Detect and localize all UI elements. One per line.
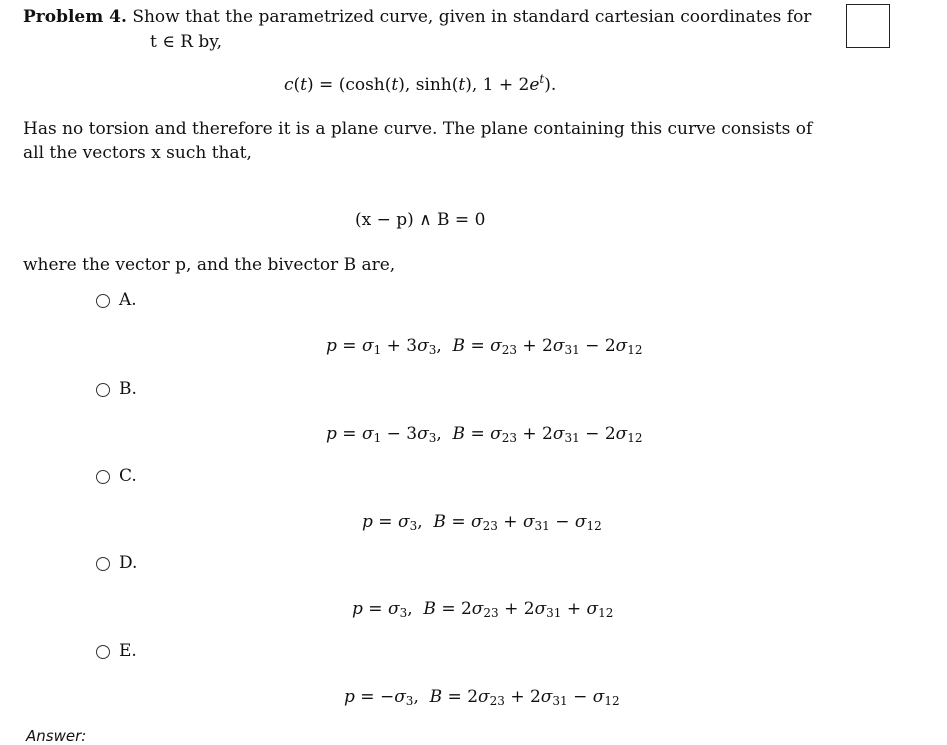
radio-option-a[interactable] — [96, 294, 110, 308]
option-a-formula: $p = \sigma_1 + 3\sigma_3$, $B = \sigma_{23} + 2\sigma_{31} - 2\sigma_{12}$ — [326, 336, 643, 357]
option-b-formula: $p = \sigma_1 - 3\sigma_3$, $B = \sigma_{23} + 2\sigma_{31} - 2\sigma_{12}$ — [326, 424, 643, 445]
option-e-label: E. — [119, 641, 137, 661]
radio-option-c[interactable] — [96, 470, 110, 484]
answer-label: Answer: — [26, 727, 87, 745]
option-d-formula: $p = \sigma_3$, $B = 2\sigma_{23} + 2\sigma_{31} + \sigma_{12}$ — [352, 599, 614, 620]
option-b-label: B. — [119, 379, 137, 399]
radio-option-b[interactable] — [96, 383, 110, 397]
radio-option-e[interactable] — [96, 645, 110, 659]
option-d-label: D. — [119, 553, 138, 573]
problem-intro-line1: Show that the parametrized curve, given in standard cartesian coordinates for — [132, 7, 812, 27]
option-c-formula: $p = \sigma_3$, $B = \sigma_{23} + \sigma_{31} - \sigma_{12}$ — [362, 512, 602, 533]
option-a-label: A. — [119, 290, 137, 310]
plane-equation: (x − p) ∧ B = 0 — [355, 210, 486, 230]
problem-header — [23, 6, 811, 28]
curve-equation: c(t) = (cosh(t), sinh(t), $1 + 2e^t$). — [284, 72, 557, 95]
problem-intro-line2 — [150, 31, 222, 53]
answer-box[interactable] — [846, 4, 890, 48]
where-line: where the vector p, and the bivector B are, — [23, 255, 396, 275]
body-line2: all the vectors x such that, — [23, 143, 252, 163]
radio-option-d[interactable] — [96, 557, 110, 571]
intro-line2-math: t ∈ R by, — [150, 32, 223, 52]
option-c-label: C. — [119, 466, 137, 486]
problem-label: Problem 4. — [23, 7, 127, 27]
option-e-formula: $p = -\sigma_3$, $B = 2\sigma_{23} + 2\sigma_{31} - \sigma_{12}$ — [344, 687, 620, 708]
body-line1: Has no torsion and therefore it is a plane curve. The plane containing this curve consists of — [23, 119, 813, 139]
